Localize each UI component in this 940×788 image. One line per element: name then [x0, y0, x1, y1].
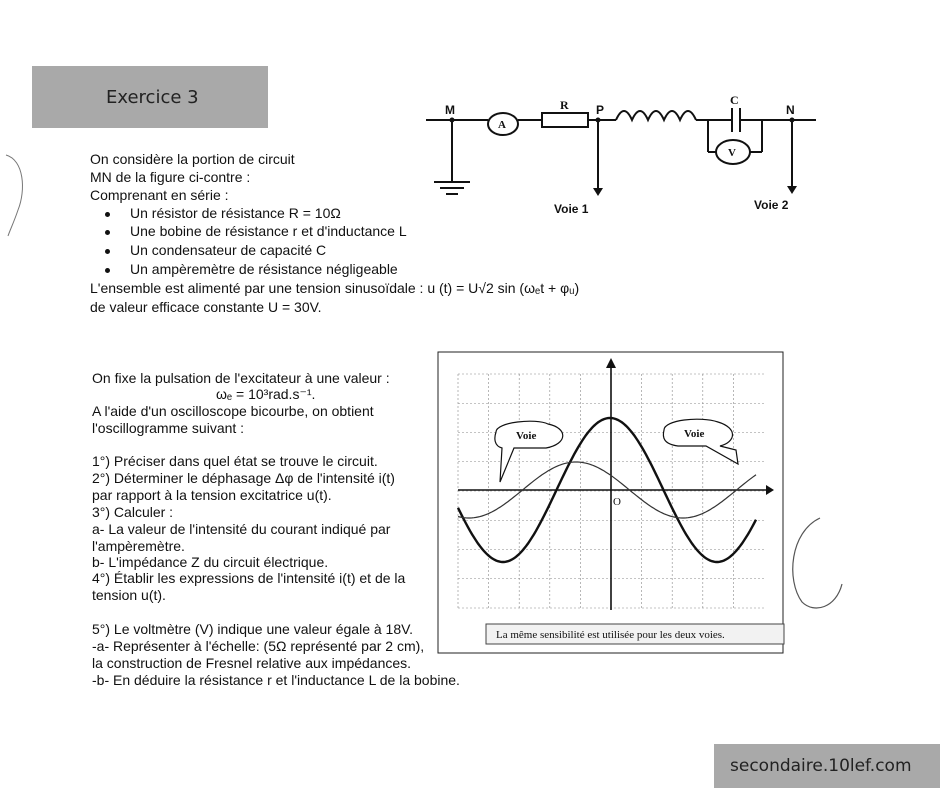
node-p-label: P: [596, 103, 605, 117]
scan-mark-right: [780, 510, 860, 620]
question-line: l'ampèremètre.: [92, 538, 185, 554]
callout-right-label: Voie: [684, 428, 705, 440]
intro-line-3: Comprenant en série :: [90, 187, 229, 203]
capacitor-label: C: [730, 93, 739, 107]
exercise-title: Exercice 3: [106, 87, 199, 108]
intro-line-2: MN de la figure ci-contre :: [90, 169, 251, 185]
question-line: par rapport à la tension excitatrice u(t).: [92, 487, 332, 503]
question-line: 3°) Calculer :: [92, 504, 174, 520]
question-line: 2°) Déterminer le déphasage Δφ de l'intensité i(t): [92, 470, 395, 486]
node-n-label: N: [786, 103, 795, 117]
setup-omega: ωₑ = 10³rad.s⁻¹.: [216, 386, 316, 402]
question-line: tension u(t).: [92, 587, 166, 603]
node-m-label: M: [445, 103, 455, 117]
origin-label: O: [613, 496, 621, 508]
setup-line-4: l'oscillogramme suivant :: [92, 420, 245, 436]
bullet-dot: [105, 230, 110, 235]
question-line: 4°) Établir les expressions de l'intensité i(t) et de la: [92, 570, 406, 586]
bullet-item-capacitor: Un condensateur de capacité C: [130, 242, 327, 258]
circuit-diagram: [420, 92, 830, 222]
bullet-item-ammeter: Un ampèremètre de résistance négligeable: [130, 261, 398, 277]
question-line: 1°) Préciser dans quel état se trouve le circuit.: [92, 453, 378, 469]
scan-mark-left: [0, 150, 30, 240]
bullet-dot: [105, 212, 110, 217]
exercise-title-box: [32, 66, 268, 128]
site-url[interactable]: secondaire.10lef.com: [730, 756, 912, 776]
question-line: la construction de Fresnel relative aux impédances.: [92, 655, 412, 671]
voltage-value: de valeur efficace constante U = 30V.: [90, 299, 322, 315]
bullet-item-resistor: Un résistor de résistance R = 10Ω: [130, 205, 341, 221]
bullet-dot: [105, 249, 110, 254]
ammeter-label: A: [498, 119, 506, 131]
resistor-label: R: [560, 98, 569, 112]
callout-left-label: Voie: [516, 430, 537, 442]
voltage-expression: L'ensemble est alimenté par une tension sinusoïdale : u (t) = U√2 sin (ωₑt + φᵤ): [90, 280, 580, 296]
setup-line-1: On fixe la pulsation de l'excitateur à une valeur :: [92, 370, 390, 386]
voltmeter-label: V: [728, 147, 736, 159]
setup-line-3: A l'aide d'un oscilloscope bicourbe, on obtient: [92, 403, 374, 419]
bullet-dot: [105, 268, 110, 273]
caption-text: La même sensibilité est utilisée pour les deux voies.: [496, 629, 725, 641]
question-line: -b- En déduire la résistance r et l'inductance L de la bobine.: [92, 672, 460, 688]
voie2-label: Voie 2: [754, 198, 789, 212]
oscillogram: [438, 352, 784, 654]
question-line: -a- Représenter à l'échelle: (5Ω représenté par 2 cm),: [92, 638, 425, 654]
intro-line-1: On considère la portion de circuit: [90, 151, 295, 167]
site-footer-box: [714, 744, 940, 788]
question-line: b- L'impédance Z du circuit électrique.: [92, 554, 329, 570]
voie1-label: Voie 1: [554, 202, 589, 216]
question-line: 5°) Le voltmètre (V) indique une valeur égale à 18V.: [92, 621, 414, 637]
question-line: a- La valeur de l'intensité du courant indiqué par: [92, 521, 391, 537]
bullet-item-coil: Une bobine de résistance r et d'inductance L: [130, 223, 407, 239]
